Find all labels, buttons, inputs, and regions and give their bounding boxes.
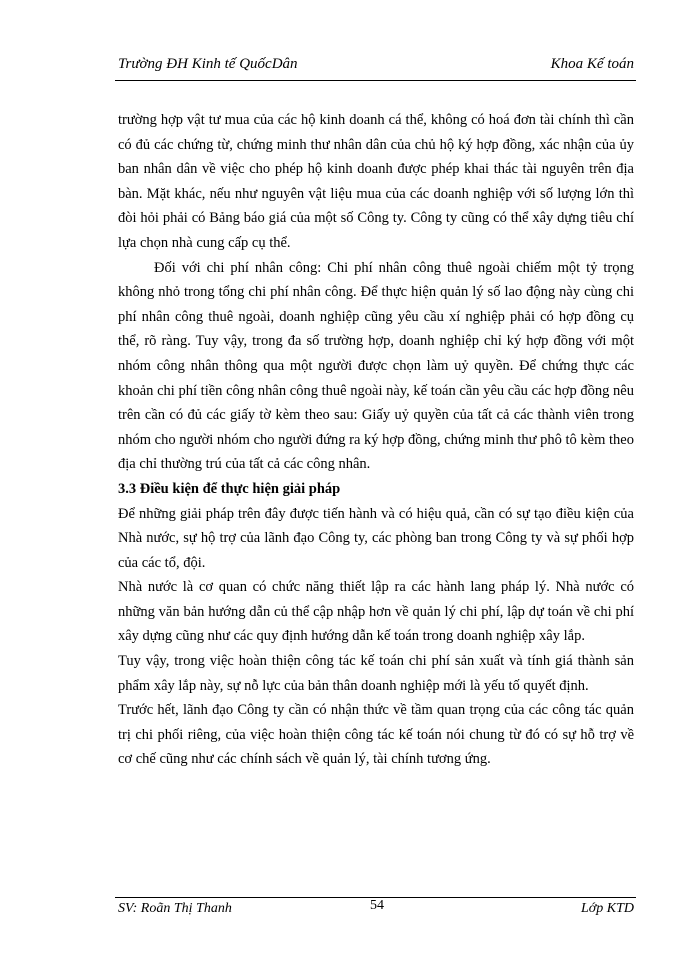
- page-number: 54: [370, 898, 384, 913]
- paragraph-2: Đối với chi phí nhân công: Chi phí nhân công thuê ngoài chiếm một tỷ trọng không nhỏ trong tổng chi phí nhân công. Để thực hiện quản lý số lao động này cùng chi phí nhân công thuê ngoài, doanh nghiệp cũng yêu cầu xí nghiệp phải có hợp đồng cụ thể, rõ ràng. Tuy vậy, trong đa số trường hợp, doanh nghiệp chỉ ký hợp đồng với một nhóm công nhân thông qua một người được chọn làm uỷ quyền. Để chứng thực các khoản chi phí tiền công nhân công thuê ngoài này, kế toán cần yêu cầu các hợp đồng nêu trên cần có đủ các giấy tờ kèm theo sau: Giấy uỷ quyền của tất cả các thành viên trong nhóm cho người nhóm cho người đứng ra ký hợp đồng, chứng minh thư phô tô kèm theo địa chỉ thường trú của tất cả các công nhân.: [118, 259, 634, 473]
- document-body: [118, 108, 634, 772]
- page-header: [118, 56, 634, 76]
- paragraph-3: Để những giải pháp trên đây được tiến hành và có hiệu quả, cần có sự tạo điều kiện của Nhà nước, sự hộ trợ của lãnh đạo Công ty, các phòng ban trong Công ty và sự phối hợp của các tổ, đội.: [118, 505, 634, 571]
- section-heading: 3.3 Điều kiện để thực hiện giải pháp: [118, 480, 341, 497]
- footer-student: SV: Roãn Thị Thanh: [118, 901, 232, 916]
- paragraph-4: Nhà nước là cơ quan có chức năng thiết lập ra các hành lang pháp lý. Nhà nước có những văn bản hướng dẫn củ thể cập nhập hơn về quản lý chi phí, lập dự toán về chi phí xây dựng cũng như các quy định hướng dẫn kế toán trong doanh nghiệp xây lắp.: [118, 579, 634, 645]
- header-faculty: Khoa Kế toán: [550, 56, 634, 72]
- page-footer: [118, 898, 634, 921]
- paragraph-5: Tuy vậy, trong việc hoàn thiện công tác kế toán chi phí sản xuất và tính giá thành sản phẩm xây lắp này, sự nỗ lực của bản thân doanh nghiệp mới là yếu tố quyết định.: [118, 653, 634, 694]
- footer-class: Lớp KTD: [581, 901, 634, 916]
- paragraph-6: Trước hết, lãnh đạo Công ty cần có nhận thức về tầm quan trọng của các công tác quản trị chi phối riêng, của việc hoàn thiện công tác kế toán nói chung từ đó có sự hỗ trợ về cơ chế cũng như các chính sách về quản lý, tài chính tương ứng.: [118, 702, 634, 768]
- paragraph-1: trường hợp vật tư mua của các hộ kinh doanh cá thể, không có hoá đơn tài chính thì cần có đủ các chứng từ, chứng minh thư nhân dân của chủ hộ ký hợp đồng, xác nhận của ủy ban nhân dân về việc cho phép hộ kinh doanh được phép khai thác tài nguyên trên địa bàn. Mặt khác, nếu như nguyên vật liệu mua của các doanh nghiệp với số lượng lớn thì đòi hỏi phải có Bảng báo giá của một số Công ty. Công ty cũng có thể xây dựng tiêu chí lựa chọn nhà cung cấp cụ thể.: [118, 112, 634, 251]
- header-divider: [115, 80, 636, 81]
- header-university: Trường ĐH Kinh tế QuốcDân: [118, 56, 298, 72]
